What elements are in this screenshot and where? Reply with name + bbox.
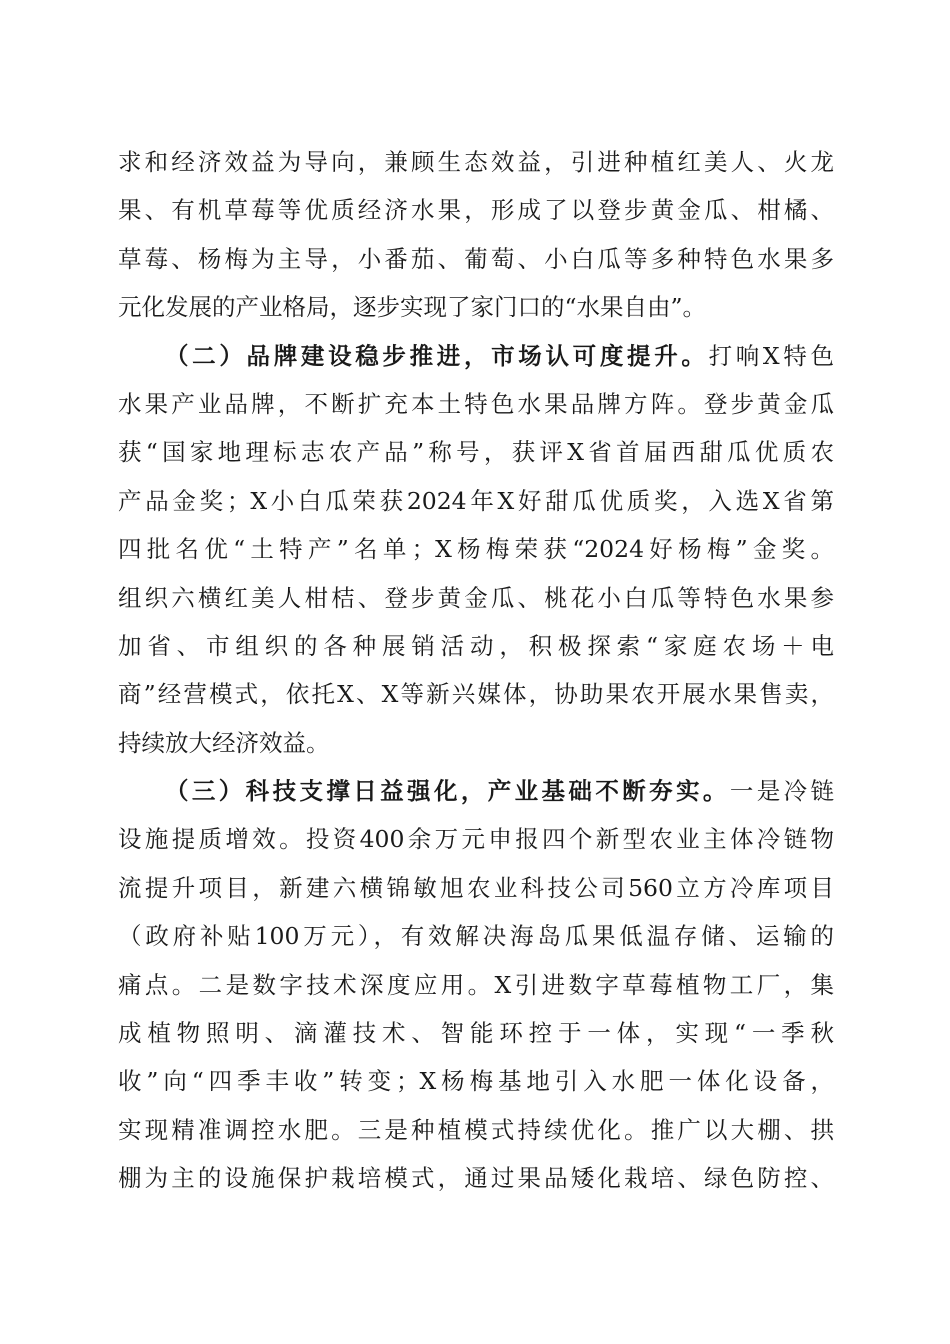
paragraph-1-line-4: 元化发展的产业格局，逐步实现了家门口的“水果自由”。 [118,293,707,322]
paragraph-3-line-1 [118,767,834,815]
paragraph-3-line-3: 流提升项目，新建六横锦敏旭农业科技公司560立方冷库项目 [118,873,834,902]
paragraph-2-line-7: 加省、市组织的各种展销活动，积极探索“家庭农场＋电 [118,631,834,660]
paragraph-2-line-1 [118,332,834,380]
section-heading-brand: （二）品牌建设稳步推进，市场认可度提升。 [165,341,709,370]
paragraph-3-line-5: 痛点。二是数字技术深度应用。X引进数字草莓植物工厂，集 [118,970,834,999]
paragraph-2-line-2: 水果产业品牌，不断扩充本土特色水果品牌方阵。登步黄金瓜 [118,389,834,418]
paragraph-3-line-7: 收”向“四季丰收”转变；X杨梅基地引入水肥一体化设备， [118,1067,834,1096]
paragraph-2-line-6: 组织六横红美人柑桔、登步黄金瓜、桃花小白瓜等特色水果参 [118,583,834,612]
paragraph-2-line-5: 四批名优“土特产”名单；X杨梅荣获“2024好杨梅”金奖。 [118,535,834,564]
paragraph-2-line-3: 获“国家地理标志农产品”称号，获评X省首届西甜瓜优质农 [118,438,834,467]
paragraph-3-line-4: （政府补贴100万元），有效解决海岛瓜果低温存储、运输的 [118,922,834,951]
paragraph-2-line-1-text: 打响X特色 [708,341,835,370]
document-body [118,138,834,1203]
section-heading-technology: （三）科技支撑日益强化，产业基础不断夯实。 [165,777,730,806]
paragraph-3-line-2: 设施提质增效。投资400余万元申报四个新型农业主体冷链物 [118,825,834,854]
paragraph-2-line-8: 商”经营模式，依托X、X等新兴媒体，协助果农开展水果售卖， [118,680,834,709]
paragraph-3-line-8: 实现精准调控水肥。三是种植模式持续优化。推广以大棚、拱 [118,1115,834,1144]
paragraph-1-line-2: 果、有机草莓等优质经济水果，形成了以登步黄金瓜、柑橘、 [118,196,834,225]
paragraph-2-line-4: 产品金奖；X小白瓜荣获2024年X好甜瓜优质奖，入选X省第 [118,486,834,515]
paragraph-3-line-9: 棚为主的设施保护栽培模式，通过果品矮化栽培、绿色防控、 [118,1164,834,1193]
paragraph-1-line-3: 草莓、杨梅为主导，小番茄、葡萄、小白瓜等多种特色水果多 [118,244,834,273]
paragraph-1-line-1: 求和经济效益为导向，兼顾生态效益，引进种植红美人、火龙 [118,148,834,176]
paragraph-2-line-9: 持续放大经济效益。 [118,728,330,757]
paragraph-3-line-6: 成植物照明、滴灌技术、智能环控于一体，实现“一季秋 [118,1019,834,1048]
paragraph-3-line-1-text: 一是冷链 [729,777,834,806]
